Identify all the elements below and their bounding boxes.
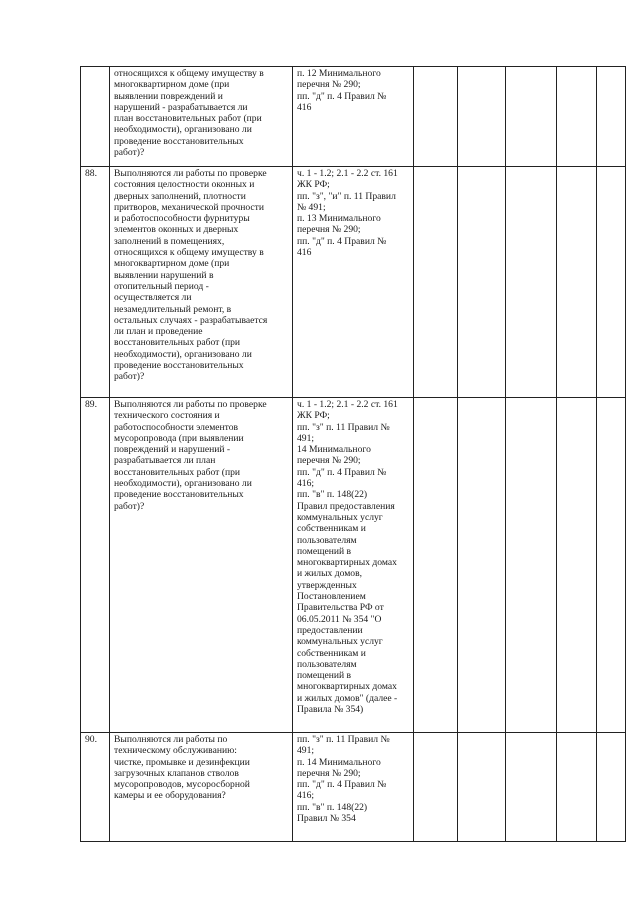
empty-cell xyxy=(597,398,626,733)
legal-reference-cell: п. 12 Минимального перечня № 290; пп. "д" п. 4 Правил № 416 xyxy=(293,67,414,167)
row-number: 89. xyxy=(81,398,110,733)
legal-reference-cell: пп. "з" п. 11 Правил № 491; п. 14 Минимального перечня № 290; пп. "д" п. 4 Правил № 416; пп. "в" п. 148(22) Правил № 354 xyxy=(293,733,414,842)
empty-cell xyxy=(458,67,506,167)
empty-cell xyxy=(557,398,597,733)
question-cell: Выполняются ли работы по проверке технического состояния и работоспособности элементов мусоропровода (при выявлении повреждений и нарушений - разрабатывается ли план восстановительных работ (при необходимости), организовано ли проведение восстановительных работ)? xyxy=(110,398,293,733)
empty-cell xyxy=(506,167,557,398)
empty-cell xyxy=(597,167,626,398)
empty-cell xyxy=(458,733,506,842)
empty-cell xyxy=(414,398,458,733)
empty-cell xyxy=(557,733,597,842)
question-cell: Выполняются ли работы по техническому обслуживанию: чистке, промывке и дезинфекции загрузочных клапанов стволов мусоропроводов, мусоросборной камеры и ее оборудования? xyxy=(110,733,293,842)
checklist-table xyxy=(80,66,626,842)
empty-cell xyxy=(414,167,458,398)
row-number: 90. xyxy=(81,733,110,842)
empty-cell xyxy=(458,167,506,398)
row-number: 88. xyxy=(81,167,110,398)
row-number xyxy=(81,67,110,167)
empty-cell xyxy=(597,733,626,842)
table-row xyxy=(81,67,626,167)
empty-cell xyxy=(557,67,597,167)
empty-cell xyxy=(414,67,458,167)
empty-cell xyxy=(597,67,626,167)
empty-cell xyxy=(414,733,458,842)
empty-cell xyxy=(557,167,597,398)
empty-cell xyxy=(506,733,557,842)
table-row xyxy=(81,167,626,398)
table-row xyxy=(81,398,626,733)
empty-cell xyxy=(458,398,506,733)
legal-reference-cell: ч. 1 - 1.2; 2.1 - 2.2 ст. 161 ЖК РФ; пп. "з", "и" п. 11 Правил № 491; п. 13 Минимального перечня № 290; пп. "д" п. 4 Правил № 416 xyxy=(293,167,414,398)
question-cell: относящихся к общему имуществу в многоквартирном доме (при выявлении повреждений и нарушений - разрабатывается ли план восстановительных работ (при необходимости), организовано ли проведение восстановительных работ)? xyxy=(110,67,293,167)
legal-reference-cell: ч. 1 - 1.2; 2.1 - 2.2 ст. 161 ЖК РФ; пп. "з" п. 11 Правил № 491; 14 Минимального перечня № 290; пп. "д" п. 4 Правил № 416; пп. "в" п. 148(22) Правил предоставления коммунальных услуг собственникам и пользователям помещений в многоквартирных домах и жилых домов, утвержденных Постановлением Правительства РФ от 06.05.2011 № 354 "О предоставлении коммунальных услуг собственникам и пользователям помещений в многоквартирных домах и жилых домов" (далее - Правила № 354) xyxy=(293,398,414,733)
question-cell: Выполняются ли работы по проверке состояния целостности оконных и дверных заполнений, плотности притворов, механической прочности и работоспособности фурнитуры элементов оконных и дверных заполнений в помещениях, относящихся к общему имуществу в многоквартирном доме (при выявлении нарушений в отопительный период - осуществляется ли незамедлительный ремонт, в остальных случаях - разрабатывается ли план и проведение восстановительных работ (при необходимости), организовано ли проведение восстановительных работ)? xyxy=(110,167,293,398)
empty-cell xyxy=(506,67,557,167)
empty-cell xyxy=(506,398,557,733)
table-row xyxy=(81,733,626,842)
